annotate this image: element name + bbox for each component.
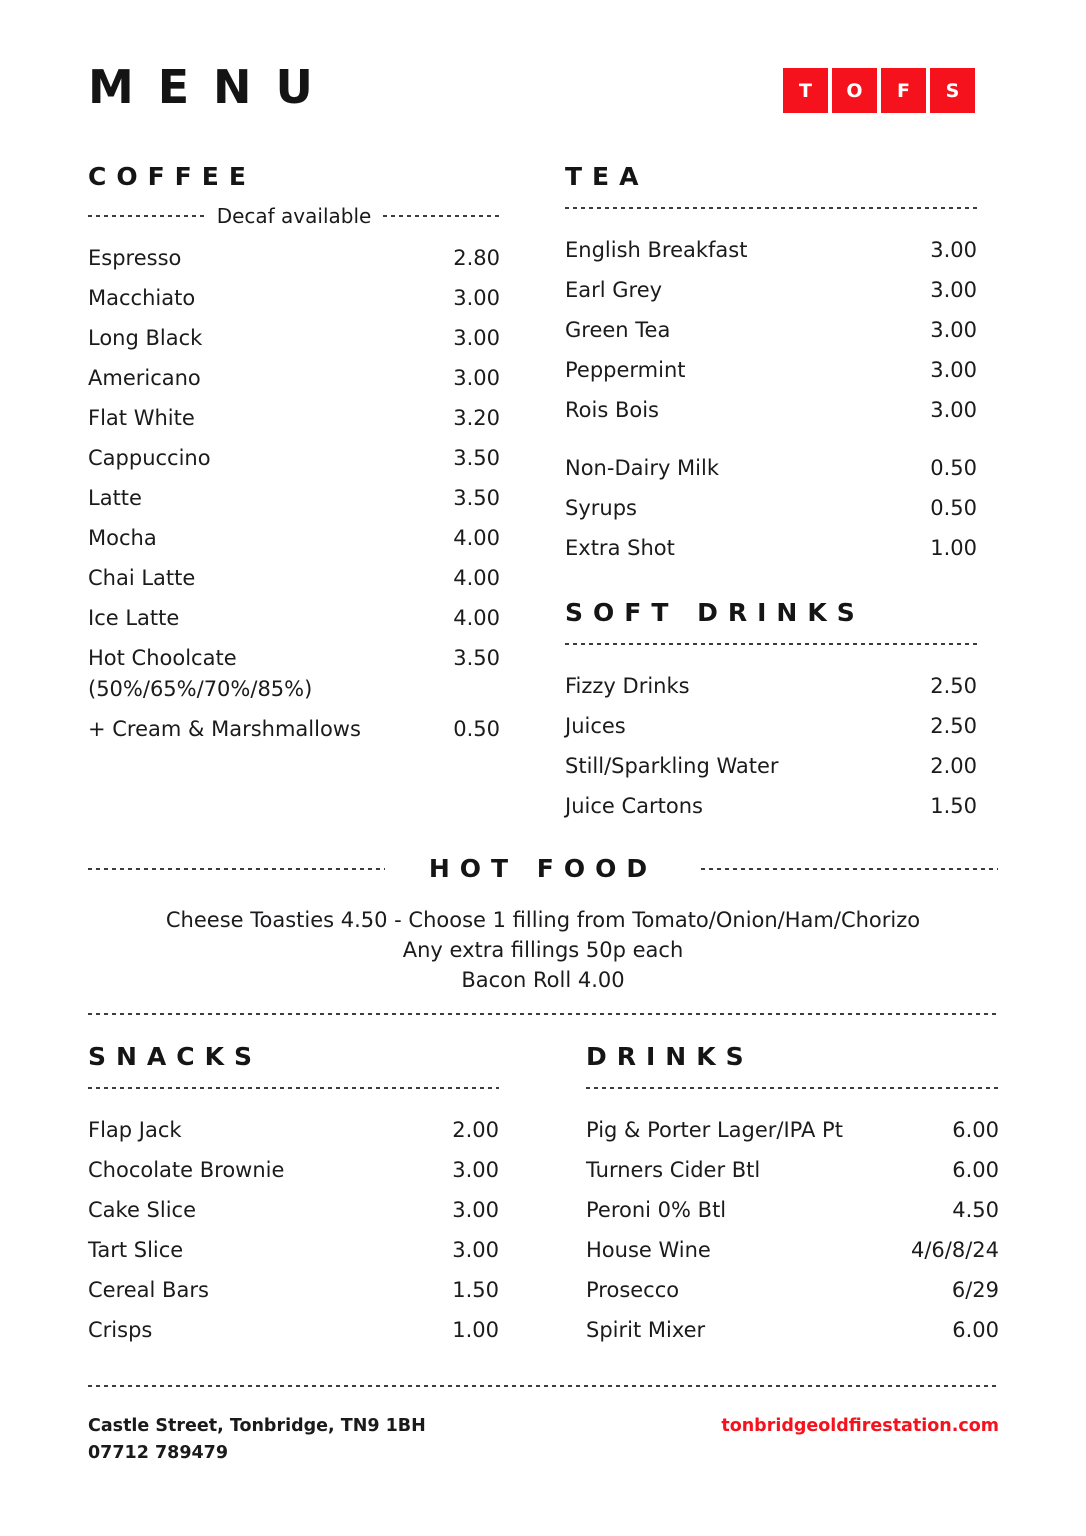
menu-item-row — [586, 1159, 999, 1181]
section-coffee — [88, 163, 500, 835]
item-price: 3.00 — [452, 1238, 499, 1262]
dashed-divider — [565, 643, 977, 645]
coffee-title: COFFEE — [88, 162, 256, 191]
item-name: Crisps — [88, 1318, 153, 1342]
dashed-divider — [383, 215, 500, 217]
item-name: Mocha — [88, 526, 157, 550]
item-price: 6/29 — [951, 1278, 999, 1302]
item-name: Green Tea — [565, 318, 671, 342]
item-price: 3.50 — [453, 486, 500, 510]
item-price: 4.00 — [453, 606, 500, 630]
section-hot-food — [0, 855, 1086, 1015]
item-name: Chai Latte — [88, 566, 196, 590]
menu-item-row — [88, 647, 500, 700]
snacks-title: SNACKS — [88, 1042, 263, 1071]
item-price: 1.50 — [452, 1278, 499, 1302]
phone-number: 07712 789479 — [88, 1443, 229, 1463]
dashed-divider — [565, 207, 977, 209]
item-name: Non-Dairy Milk — [565, 456, 720, 480]
menu-item-row — [88, 407, 500, 429]
item-name: Rois Bois — [565, 398, 659, 422]
item-price: 3.50 — [453, 446, 500, 470]
menu-item-row — [88, 1119, 499, 1141]
dashed-divider — [88, 215, 205, 217]
menu-item-row — [88, 1319, 499, 1341]
item-price: 1.00 — [452, 1318, 499, 1342]
soft-drinks-title: SOFT DRINKS — [565, 598, 865, 627]
menu-item-row — [88, 567, 500, 589]
item-name: Cappuccino — [88, 446, 211, 470]
tofs-logo — [783, 68, 975, 113]
menu-item-row — [88, 718, 500, 740]
dashed-divider — [88, 868, 385, 870]
section-drinks — [586, 1043, 999, 1359]
section-tea — [565, 163, 977, 835]
item-name: Cake Slice — [88, 1198, 197, 1222]
page-title: MENU — [88, 60, 337, 114]
dashed-divider — [88, 1013, 998, 1015]
logo-square-f: F — [881, 68, 926, 113]
menu-item-row — [88, 607, 500, 629]
drinks-items — [586, 1119, 999, 1341]
item-price: 1.50 — [930, 794, 977, 818]
top-columns — [0, 163, 1086, 835]
item-price: 4.50 — [952, 1198, 999, 1222]
item-name: Chocolate Brownie — [88, 1158, 285, 1182]
menu-item-row — [88, 447, 500, 469]
menu-item-row — [565, 755, 977, 777]
item-name: Extra Shot — [565, 536, 675, 560]
item-price: 2.00 — [930, 754, 977, 778]
item-name: Pig & Porter Lager/IPA Pt — [586, 1118, 843, 1142]
header — [0, 0, 1086, 113]
item-name: Fizzy Drinks — [565, 674, 690, 698]
drinks-title: DRINKS — [586, 1042, 754, 1071]
menu-item-row — [88, 287, 500, 309]
item-name: Peroni 0% Btl — [586, 1198, 727, 1222]
hot-food-line-2: Any extra fillings 50p each — [402, 938, 684, 962]
menu-item-row — [88, 527, 500, 549]
menu-item-row — [586, 1319, 999, 1341]
menu-item-row — [88, 327, 500, 349]
menu-item-row — [88, 367, 500, 389]
item-price: 3.00 — [452, 1158, 499, 1182]
menu-item-row — [565, 715, 977, 737]
menu-item-row — [565, 239, 977, 261]
hot-food-line-3: Bacon Roll 4.00 — [461, 968, 625, 992]
logo-square-t: T — [783, 68, 828, 113]
section-snacks — [88, 1043, 499, 1359]
item-name: Cereal Bars — [88, 1278, 209, 1302]
decaf-note-row — [88, 205, 500, 227]
item-price: 2.50 — [930, 714, 977, 738]
menu-item-row — [88, 1159, 499, 1181]
snacks-items — [88, 1119, 499, 1341]
item-price: 3.00 — [930, 398, 977, 422]
item-name: Long Black — [88, 326, 203, 350]
menu-item-row — [88, 1239, 499, 1261]
item-name: English Breakfast — [565, 238, 748, 262]
menu-item-row — [565, 399, 977, 421]
menu-item-row — [88, 247, 500, 269]
item-price: 2.80 — [453, 246, 500, 270]
item-name: Juice Cartons — [565, 794, 703, 818]
item-name: Ice Latte — [88, 606, 180, 630]
menu-item-row — [586, 1119, 999, 1141]
item-price: 3.50 — [453, 646, 500, 670]
item-price: 3.00 — [930, 358, 977, 382]
item-name: Latte — [88, 486, 142, 510]
menu-item-row — [586, 1199, 999, 1221]
menu-item-row — [88, 1279, 499, 1301]
logo-square-s: S — [930, 68, 975, 113]
dashed-divider — [88, 1385, 999, 1387]
item-price: 4.00 — [453, 526, 500, 550]
hot-food-text — [88, 905, 998, 995]
menu-item-row — [565, 457, 977, 479]
item-price: 3.20 — [453, 406, 500, 430]
item-name: Americano — [88, 366, 201, 390]
item-price: 3.00 — [930, 318, 977, 342]
item-name: Syrups — [565, 496, 637, 520]
item-price: 3.00 — [453, 286, 500, 310]
item-name: Spirit Mixer — [586, 1318, 706, 1342]
item-price: 2.00 — [452, 1118, 499, 1142]
menu-item-row — [565, 359, 977, 381]
item-name: Tart Slice — [88, 1238, 184, 1262]
tea-extras — [565, 457, 977, 559]
item-price: 6.00 — [952, 1118, 999, 1142]
menu-item-row — [88, 1199, 499, 1221]
item-price: 2.50 — [930, 674, 977, 698]
coffee-items — [88, 247, 500, 740]
item-price: 4/6/8/24 — [910, 1238, 999, 1262]
hot-food-title: HOT FOOD — [428, 854, 658, 883]
item-name: + Cream & Marshmallows — [88, 717, 361, 741]
item-price: 3.00 — [930, 278, 977, 302]
item-name: Still/Sparkling Water — [565, 754, 779, 778]
tea-title: TEA — [565, 162, 649, 191]
footer — [0, 1385, 1086, 1467]
item-price: 4.00 — [453, 566, 500, 590]
item-price: 6.00 — [952, 1318, 999, 1342]
item-price: 3.00 — [453, 326, 500, 350]
menu-item-row — [586, 1239, 999, 1261]
website-link[interactable]: tonbridgeoldfirestation.com — [721, 1416, 999, 1436]
address-text: Castle Street, Tonbridge, TN9 1BH — [88, 1416, 426, 1436]
item-subtext: (50%/65%/70%/85%) — [88, 677, 313, 701]
tea-items — [565, 239, 977, 421]
item-name: Espresso — [88, 246, 182, 270]
item-name: Macchiato — [88, 286, 196, 310]
dashed-divider — [88, 1087, 499, 1089]
bottom-columns — [0, 1043, 1086, 1359]
item-name: Hot Choolcate (50%/65%/70%/85%) — [88, 646, 313, 701]
hot-food-header — [88, 855, 998, 883]
item-name: Prosecco — [586, 1278, 680, 1302]
item-price: 0.50 — [930, 456, 977, 480]
menu-item-row — [565, 279, 977, 301]
menu-item-row — [565, 497, 977, 519]
hot-food-line-1: Cheese Toasties 4.50 - Choose 1 filling from Tomato/Onion/Ham/Chorizo — [165, 908, 921, 932]
item-price: 1.00 — [930, 536, 977, 560]
logo-square-o: O — [832, 68, 877, 113]
contact-block — [88, 1413, 426, 1467]
item-price: 6.00 — [952, 1158, 999, 1182]
item-price: 3.00 — [930, 238, 977, 262]
item-name: House Wine — [586, 1238, 711, 1262]
item-price: 3.00 — [453, 366, 500, 390]
item-name: Turners Cider Btl — [586, 1158, 761, 1182]
item-price: 0.50 — [453, 717, 500, 741]
soft-drinks-items — [565, 675, 977, 817]
item-name: Peppermint — [565, 358, 686, 382]
menu-item-row — [565, 795, 977, 817]
menu-item-row — [565, 675, 977, 697]
dashed-divider — [586, 1087, 999, 1089]
item-name: Juices — [565, 714, 626, 738]
item-price: 3.00 — [452, 1198, 499, 1222]
item-name: Earl Grey — [565, 278, 663, 302]
item-name: Flap Jack — [88, 1118, 182, 1142]
decaf-note: Decaf available — [216, 204, 372, 228]
item-price: 0.50 — [930, 496, 977, 520]
dashed-divider — [701, 868, 998, 870]
footer-row — [88, 1413, 999, 1467]
menu-item-row — [565, 319, 977, 341]
menu-item-row — [88, 487, 500, 509]
menu-item-row — [565, 537, 977, 559]
menu-item-row — [586, 1279, 999, 1301]
item-name: Flat White — [88, 406, 195, 430]
